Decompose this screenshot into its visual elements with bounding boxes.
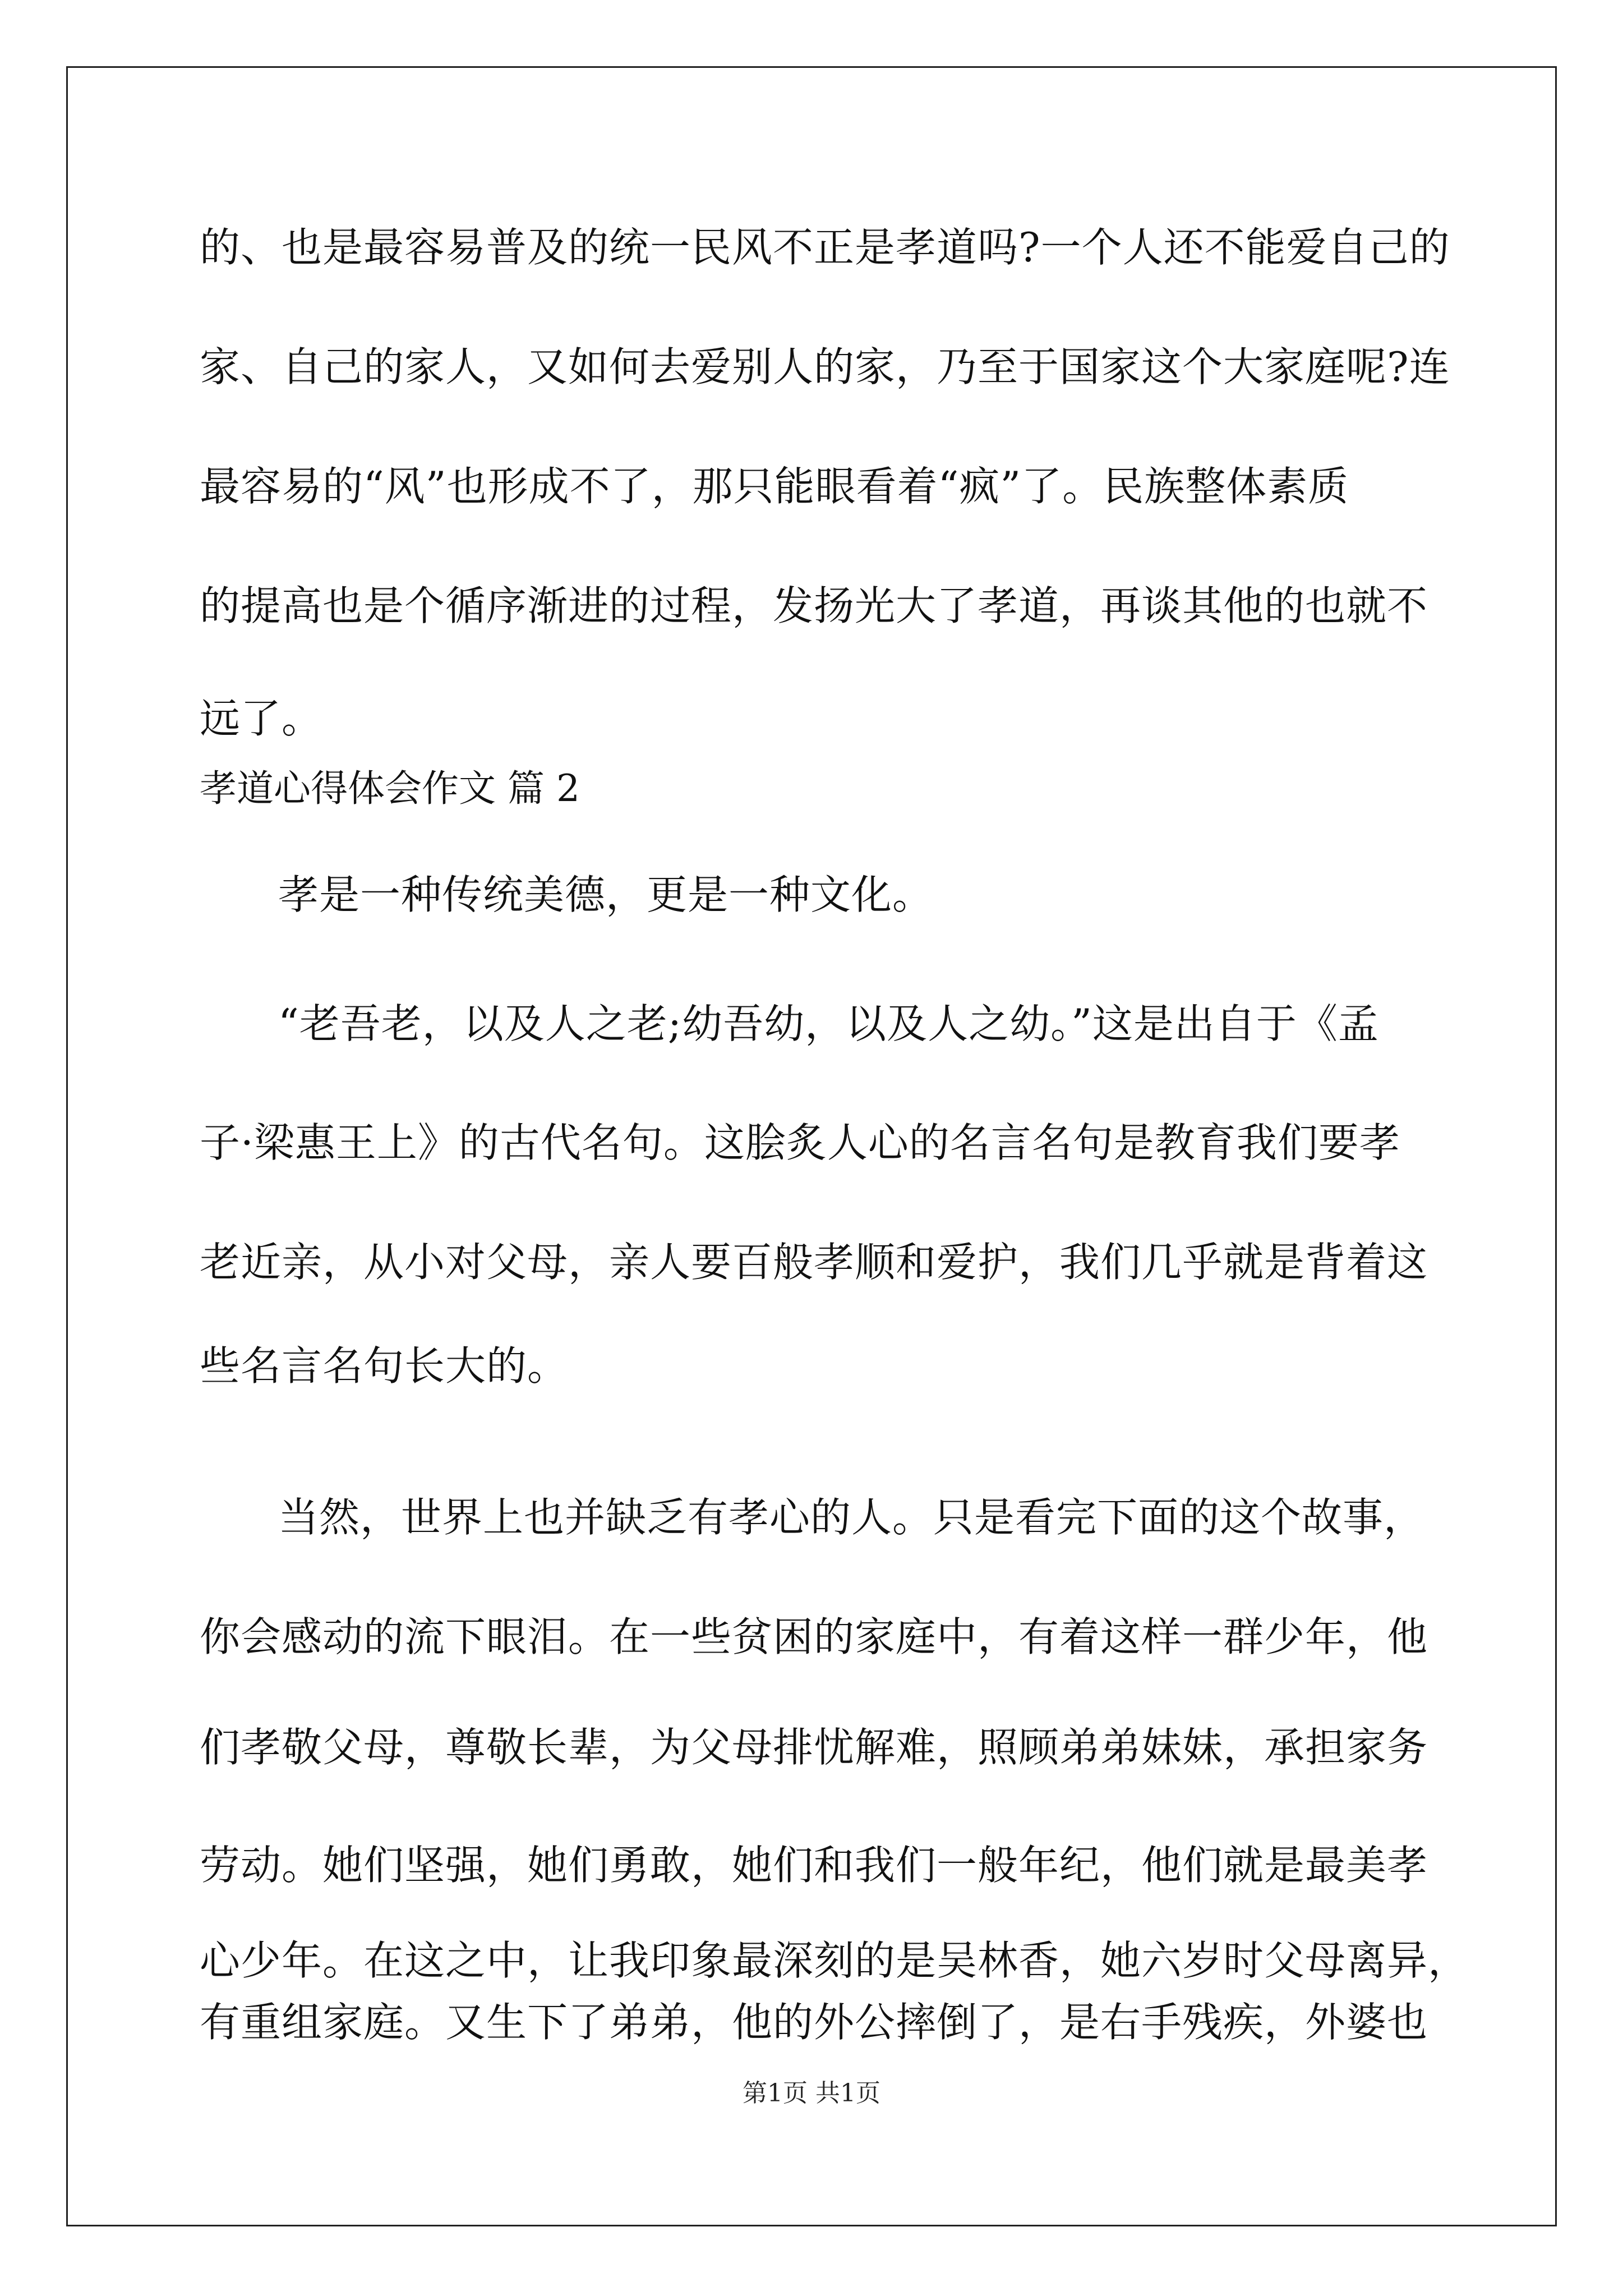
text-line: 当然，世界上也并缺乏有孝心的人。只是看完下面的这个故事， <box>278 1494 1425 1541</box>
text-line: 子·梁惠王上》的古代名句。这脍炙人心的名言名句是教育我们要孝 <box>200 1119 1400 1166</box>
section-heading: 孝道心得体会作文 篇 2 <box>200 767 580 810</box>
text-line: 家、自己的家人，又如何去爱别人的家，乃至于国家这个大家庭呢?连 <box>200 343 1450 390</box>
text-line: 心少年。在这之中，让我印象最深刻的是吴林香，她六岁时父母离异， <box>200 1937 1469 1984</box>
text-line: “老吾老，以及人之老;幼吾幼，以及人之幼。”这是出自于《孟 <box>278 1000 1379 1047</box>
text-line: 劳动。她们坚强，她们勇敢，她们和我们一般年纪，他们就是最美孝 <box>200 1842 1428 1889</box>
text-line: 的提高也是个循序渐进的过程，发扬光大了孝道，再谈其他的也就不 <box>200 582 1428 629</box>
text-line: 你会感动的流下眼泪。在一些贫困的家庭中，有着这样一群少年，他 <box>200 1613 1428 1660</box>
text-line: 远了。 <box>200 695 323 742</box>
text-line: 们孝敬父母，尊敬长辈，为父母排忧解难，照顾弟弟妹妹，承担家务 <box>200 1724 1428 1771</box>
text-line: 最容易的“风”也形成不了，那只能眼看着“疯”了。民族整体素质 <box>200 463 1349 510</box>
text-line: 些名言名句长大的。 <box>200 1342 569 1389</box>
text-line: 的、也是最容易普及的统一民风不正是孝道吗?一个人还不能爱自己的 <box>200 224 1450 271</box>
page-number: 第1页 共1页 <box>743 2079 880 2108</box>
text-line: 有重组家庭。又生下了弟弟，他的外公摔倒了，是右手残疾，外婆也 <box>200 1999 1428 2046</box>
text-line: 孝是一种传统美德，更是一种文化。 <box>278 871 934 918</box>
text-line: 老近亲，从小对父母，亲人要百般孝顺和爱护，我们几乎就是背着这 <box>200 1239 1428 1286</box>
